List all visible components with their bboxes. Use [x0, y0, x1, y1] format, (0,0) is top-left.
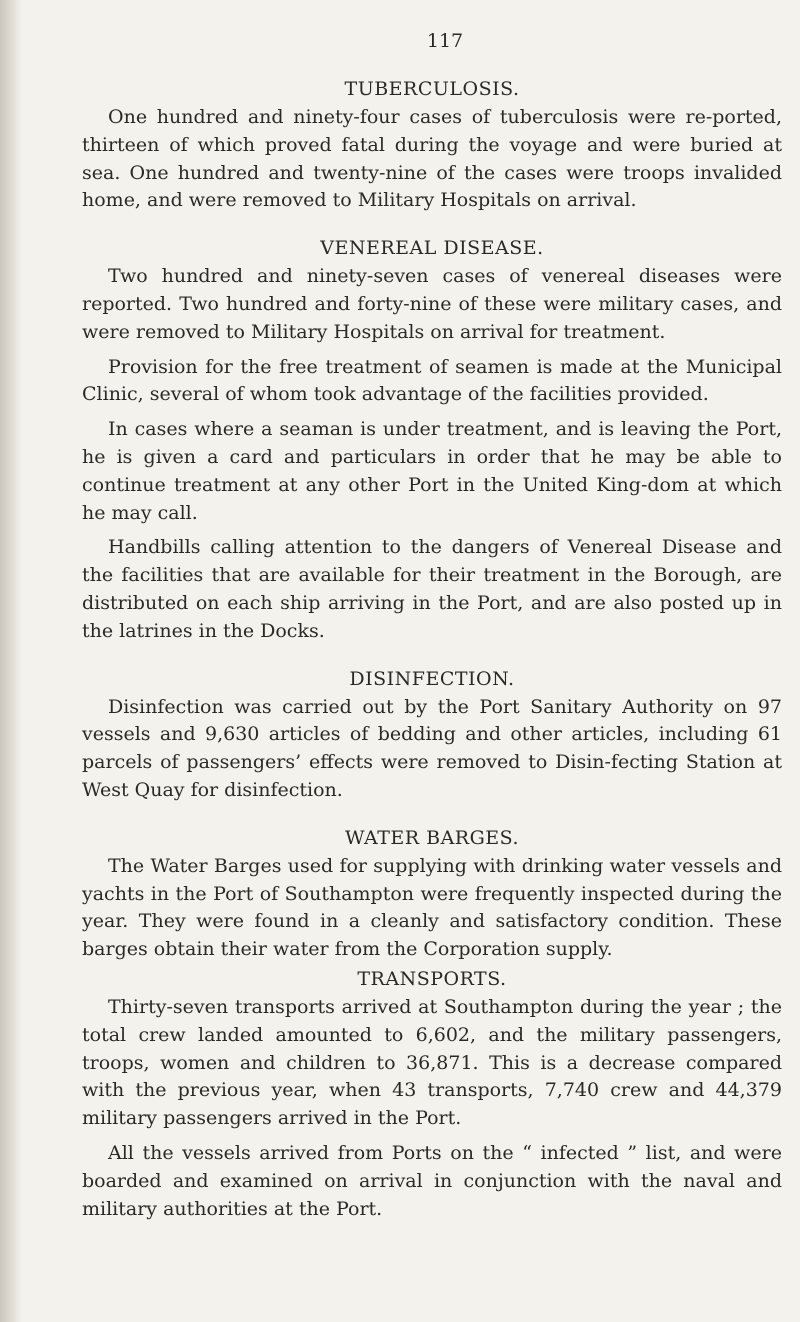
paragraph: Disinfection was carried out by the Port Sanitary Authority on 97 vessels and 9,630 articles of bedding and other articles, including 61 parcels of passengers’ effects were removed to Disin-fecting Station at West Quay for disinfection.	[82, 695, 782, 801]
section-water-barges	[82, 827, 782, 964]
document-page	[82, 30, 782, 1245]
section-transports	[82, 968, 782, 1223]
page-number: 117	[426, 30, 464, 52]
section-heading: VENEREAL DISEASE.	[320, 237, 544, 260]
section-disinfection	[82, 668, 782, 805]
paragraph: The Water Barges used for supplying with drinking water vessels and yachts in the Port of Southampton were frequently inspected during the year. They were found in a cleanly and satisfactory condition. These barges obtain their water from the Corporation supply.	[82, 854, 782, 961]
section-venereal-disease	[82, 237, 782, 645]
section-heading: WATER BARGES.	[344, 826, 520, 849]
section-tuberculosis	[82, 78, 782, 215]
paragraph: Thirty-seven transports arrived at Southampton during the year ; the total crew landed amounted to 6,602, and the military passengers, troops, women and children to 36,871. This is a decrease compared with the previous year, when 43 transports, 7,740 crew and 44,379 military passengers arrived in the Port.	[82, 995, 782, 1130]
paragraph: One hundred and ninety-four cases of tuberculosis were re-ported, thirteen of which proved fatal during the voyage and were buried at sea. One hundred and twenty-nine of the cases were troops invalided home, and were removed to Military Hospitals on arrival.	[82, 106, 782, 212]
section-heading: TUBERCULOSIS.	[344, 78, 520, 100]
paragraph: Two hundred and ninety-seven cases of venereal diseases were reported. Two hundred and forty-nine of these were military cases, and were removed to Military Hospitals on arrival for treatment.	[82, 265, 782, 343]
paragraph: All the vessels arrived from Ports on the “ infected ” list, and were boarded and examined on arrival in conjunction with the naval and military authorities at the Port.	[82, 1141, 782, 1220]
section-heading: TRANSPORTS.	[357, 967, 507, 990]
paragraph: Handbills calling attention to the dangers of Venereal Disease and the facilities that are available for their treatment in the Borough, are distributed on each ship arriving in the Port, and are also posted up in the latrines in the Docks.	[82, 536, 782, 642]
paragraph: Provision for the free treatment of seamen is made at the Municipal Clinic, several of whom took advantage of the facilities provided.	[82, 355, 782, 406]
section-heading: DISINFECTION.	[349, 667, 515, 690]
page-binding-shadow	[0, 0, 22, 1322]
paragraph: In cases where a seaman is under treatment, and is leaving the Port, he is given a card and particulars in order that he may be able to continue treatment at any other Port in the United King-dom at which he may call.	[82, 418, 782, 524]
